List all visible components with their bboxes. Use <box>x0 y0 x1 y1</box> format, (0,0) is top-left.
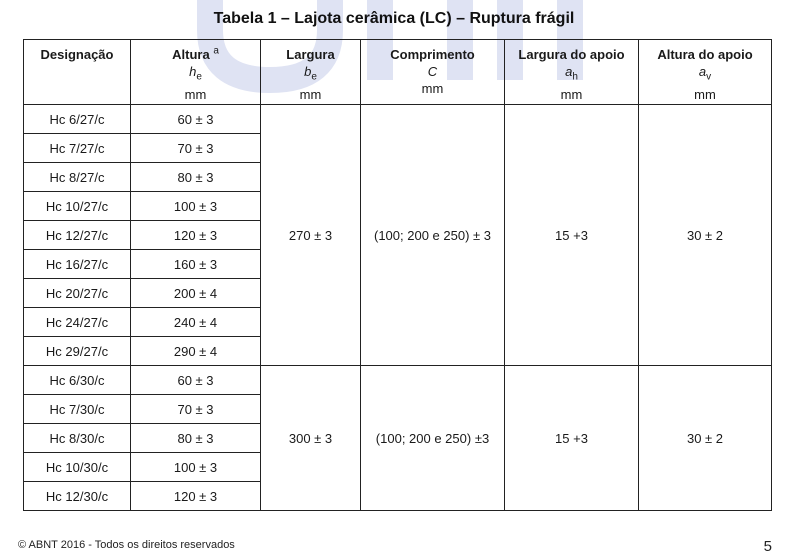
altura-cell: 100 ± 3 <box>131 192 261 221</box>
largura-apoio-cell: 15 +3 <box>505 366 639 511</box>
altura-apoio-symbol-letter: a <box>698 64 707 79</box>
altura-cell: 70 ± 3 <box>131 134 261 163</box>
table-title: Tabela 1 – Lajota cerâmica (LC) – Ruptura frágil <box>213 10 575 27</box>
altura-label: Altura <box>172 47 210 62</box>
largura-apoio-cell: 15 +3 <box>505 105 639 366</box>
largura-apoio-symbol <box>565 64 578 83</box>
lajota-table <box>23 39 772 511</box>
largura-symbol-letter: b <box>304 64 312 79</box>
altura-symbol <box>189 64 202 83</box>
comprimento-symbol: C <box>427 64 438 79</box>
col-altura-apoio-header <box>639 40 772 105</box>
largura-label: Largura <box>286 47 335 62</box>
altura-apoio-cell: 30 ± 2 <box>639 366 772 511</box>
comprimento-cell: (100; 200 e 250) ±3 <box>361 366 505 511</box>
altura-apoio-symbol <box>698 64 712 83</box>
designacao-cell: Hc 12/27/c <box>24 221 131 250</box>
largura-unit: mm <box>299 86 322 102</box>
designacao-cell: Hc 20/27/c <box>24 279 131 308</box>
col-largura-header <box>261 40 361 105</box>
largura-apoio-symbol-letter: a <box>565 64 573 79</box>
designacao-cell: Hc 29/27/c <box>24 337 131 366</box>
altura-unit: mm <box>184 86 207 102</box>
altura-cell: 290 ± 4 <box>131 337 261 366</box>
designacao-cell: Hc 6/30/c <box>24 366 131 395</box>
page-number: 5 <box>763 538 772 555</box>
largura-apoio-unit: mm <box>560 86 583 102</box>
designacao-cell: Hc 24/27/c <box>24 308 131 337</box>
designacao-cell: Hc 7/30/c <box>24 395 131 424</box>
altura-note-marker: a <box>213 45 219 57</box>
largura-cell: 300 ± 3 <box>261 366 361 511</box>
altura-cell: 80 ± 3 <box>131 163 261 192</box>
largura-symbol-subscript: e <box>311 71 317 83</box>
altura-apoio-cell: 30 ± 2 <box>639 105 772 366</box>
altura-cell: 120 ± 3 <box>131 221 261 250</box>
largura-apoio-symbol-subscript: h <box>572 71 578 83</box>
altura-cell: 240 ± 4 <box>131 308 261 337</box>
designacao-cell: Hc 8/27/c <box>24 163 131 192</box>
designacao-cell: Hc 7/27/c <box>24 134 131 163</box>
copyright-notice: © ABNT 2016 - Todos os direitos reservados <box>18 539 235 551</box>
designacao-cell: Hc 6/27/c <box>24 105 131 134</box>
table-row <box>24 105 772 134</box>
comprimento-unit: mm <box>421 81 444 96</box>
altura-cell: 200 ± 4 <box>131 279 261 308</box>
col-designacao-header <box>24 40 131 105</box>
designacao-cell: Hc 10/27/c <box>24 192 131 221</box>
designacao-cell: Hc 16/27/c <box>24 250 131 279</box>
designacao-label: Designação <box>40 47 114 62</box>
comprimento-cell: (100; 200 e 250) ± 3 <box>361 105 505 366</box>
col-largura-apoio-header <box>505 40 639 105</box>
largura-cell: 270 ± 3 <box>261 105 361 366</box>
altura-cell: 60 ± 3 <box>131 105 261 134</box>
largura-symbol <box>304 64 317 83</box>
altura-apoio-label: Altura do apoio <box>657 47 753 62</box>
altura-cell: 60 ± 3 <box>131 366 261 395</box>
altura-cell: 70 ± 3 <box>131 395 261 424</box>
altura-symbol-letter: h <box>189 64 197 79</box>
comprimento-label: Comprimento <box>390 47 475 62</box>
altura-cell: 100 ± 3 <box>131 453 261 482</box>
altura-apoio-symbol-subscript: v <box>706 71 712 83</box>
designacao-cell: Hc 10/30/c <box>24 453 131 482</box>
col-comprimento-header <box>361 40 505 105</box>
designacao-cell: Hc 8/30/c <box>24 424 131 453</box>
altura-apoio-unit: mm <box>694 86 716 102</box>
table-row <box>24 366 772 395</box>
altura-cell: 80 ± 3 <box>131 424 261 453</box>
altura-cell: 160 ± 3 <box>131 250 261 279</box>
altura-symbol-subscript: e <box>196 71 202 83</box>
altura-cell: 120 ± 3 <box>131 482 261 511</box>
designacao-cell: Hc 12/30/c <box>24 482 131 511</box>
largura-apoio-label: Largura do apoio <box>518 47 625 62</box>
col-altura-header <box>131 40 261 105</box>
header-row <box>24 40 772 105</box>
